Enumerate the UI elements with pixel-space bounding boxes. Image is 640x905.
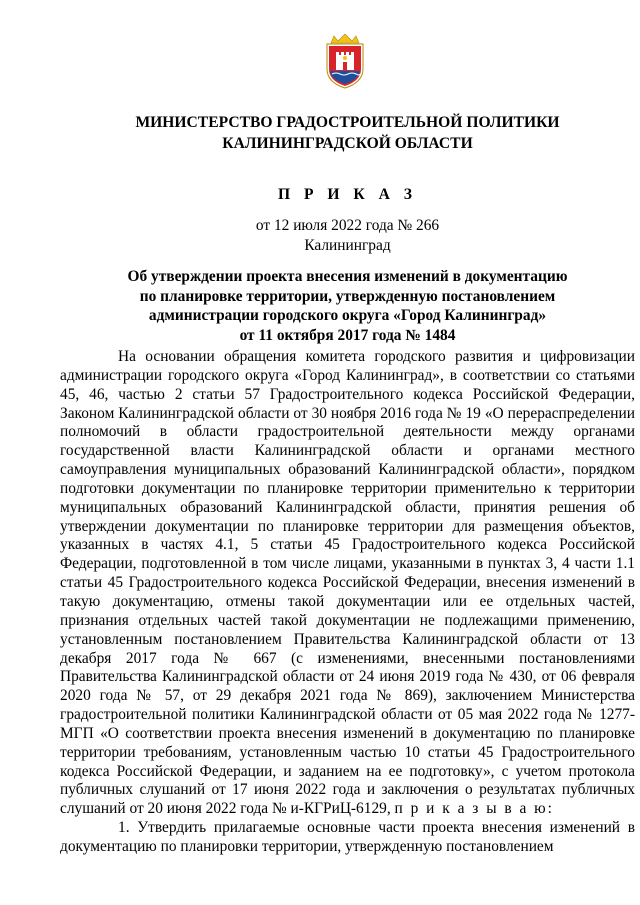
date-and-number-block bbox=[60, 216, 635, 256]
document-type-title: П Р И К А З bbox=[277, 186, 418, 203]
subject-line-4: от 11 октября 2017 года № 1484 bbox=[239, 326, 456, 344]
coat-of-arms-icon bbox=[322, 33, 368, 89]
body-paragraph-2: 1. Утвердить прилагаемые основные части проекта внесения изменений в документацию по планировки территории, утвержденную постановлением bbox=[60, 819, 635, 855]
subject-line-1: Об утверждении проекта внесения изменений в документацию bbox=[127, 268, 568, 285]
preamble-text: На основании обращения комитета городского развития и цифровизации администрации городского округа «Город Калининград», в соответствии со статьями 45, 46, частью 2 статьи 57 Градостроительного кодекса Российской Федерации, Законом Калининградской области от 30 ноября 2016 года № 19 «О перераспределении полномочий в области градостроительной деятельности между органами государственной власти Калининградской области и органами местного самоуправления муниципальных образований Калининградской области», порядком подготовки документации по планировке территории применительно к территории муниципальных образований Калининградской области, принятия решения об утверждении документации по планировке территории для размещения объектов, указанных в частях 4.1, 5 статьи 45 Градостроительного кодекса Российской Федерации, подготовленной в том числе лицами, указанными в пунктах 3, 4 части 1.1 статьи 45 Градостроительного кодекса Российской Федерации, внесения изменений в такую документацию, отмены такой документации или ее отдельных частей, признания отдельных частей такой документации не подлежащими применению, установленным постановлением Правительства Калининградской области от 13 декабря 2017 года № 667 (с изменениями, внесенными постановлениями Правительства Калининградской области от 24 июня 2019 года № 430, от 06 февраля 2020 года № 57, от 29 декабря 2021 года № 869), заключением Министерства градостроительной политики Калининградской области от 05 мая 2022 года № 1277-МГП «О соответствии проекта внесения изменений в документацию по планировке территории требованиям, установленным частью 10 статьи 45 Градостроительного кодекса Российской Федерации, и заданием на ее подготовку», с учетом протокола публичных слушаний от 17 июня 2022 года и заключения о результатах публичных слушаний от 20 июня 2022 года № и-КГРиЦ-6129, bbox=[60, 348, 635, 818]
document-body bbox=[60, 348, 635, 857]
subject-line-3: администрации городского округа «Город Калининград» bbox=[148, 307, 547, 324]
ministry-line-1: МИНИСТЕРСТВО ГРАДОСТРОИТЕЛЬНОЙ ПОЛИТИКИ bbox=[135, 114, 560, 131]
date-number: от 12 июля 2022 года № 266 bbox=[255, 217, 440, 234]
order-word: п р и к а з ы в а ю: bbox=[394, 800, 554, 818]
ministry-line-2: КАЛИНИНГРАДСКОЙ ОБЛАСТИ bbox=[222, 135, 473, 152]
body-paragraph-1 bbox=[60, 348, 635, 819]
subject-line-2: по планировке территории, утвержденную постановлением bbox=[139, 287, 556, 305]
document-subject bbox=[60, 267, 635, 345]
ministry-name bbox=[60, 112, 635, 154]
city: Калининград bbox=[304, 237, 391, 254]
